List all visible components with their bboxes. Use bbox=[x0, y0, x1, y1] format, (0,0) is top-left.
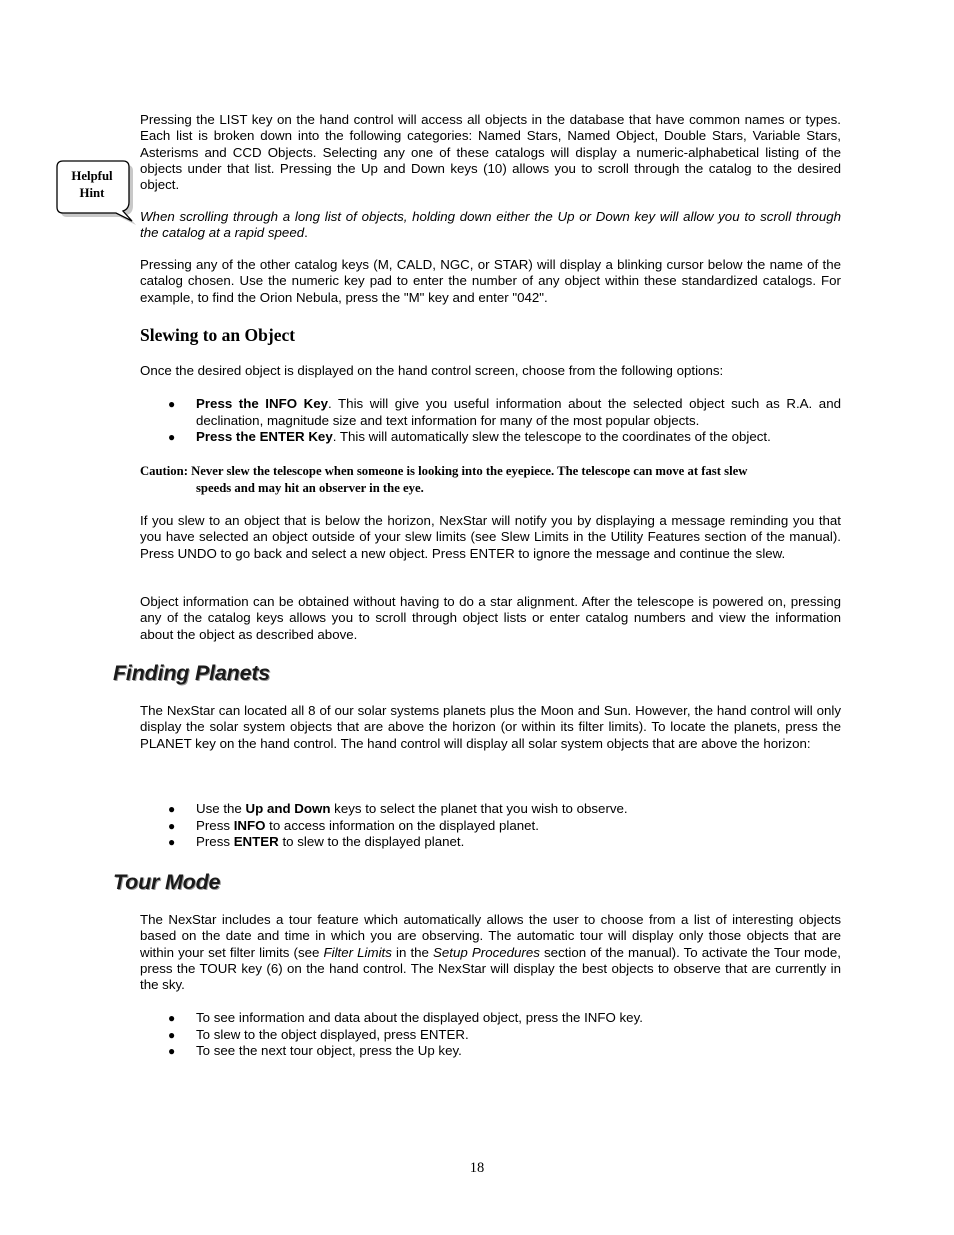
bullet-icon: ● bbox=[168, 802, 176, 816]
tour-steps-list bbox=[140, 1010, 841, 1060]
list-item: ● Press ENTER to slew to the displayed planet. bbox=[168, 834, 465, 850]
list-item: ● Press INFO to access information on the displayed planet. bbox=[168, 817, 539, 833]
bullet-icon: ● bbox=[168, 1044, 176, 1059]
list-item: ● Press the ENTER Key. This will automatically slew the telescope to the coordinates of the object. bbox=[168, 429, 771, 445]
tour-mode-heading: Tour Mode bbox=[113, 870, 221, 894]
list-item: ● To slew to the object displayed, press ENTER. bbox=[168, 1026, 469, 1042]
list-item: ● To see the next tour object, press the Up key. bbox=[168, 1043, 462, 1059]
helpful-hint-callout bbox=[56, 160, 132, 212]
list-item: ● Use the Up and Down keys to select the planet that you wish to observe. bbox=[168, 801, 628, 816]
slewing-options-list bbox=[140, 396, 841, 446]
horizon-paragraph: If you slew to an object that is below the horizon, NexStar will notify you by displaying a message reminding you that you have selected an object outside of your slew limits (see Slew Limits in the Utility Features section of the manual). Press UNDO to go back and select a new object. Press ENTER to ignore the message and continue the slew. bbox=[140, 513, 841, 561]
list-item: ● Press the INFO Key. This will give you useful information about the selected object such as R.A. and declination, magnitude size and text information for many of the most popular objects. bbox=[168, 396, 841, 428]
bullet-icon: ● bbox=[168, 1027, 176, 1042]
caution-note: Caution: Never slew the telescope when someone is looking into the eyepiece. The telescope can move at fast slew speeds and may hit an observer in the eye. bbox=[140, 464, 748, 495]
catalog-keys-paragraph: Pressing any of the other catalog keys (M, CALD, NGC, or STAR) will display a blinking cursor below the name of the catalog chosen. Use the numeric key pad to enter the number of any object within these standardized catalogs. For example, to find the Orion Nebula, press the "M" key and enter "042". bbox=[140, 257, 841, 305]
planets-paragraph: The NexStar can located all 8 of our solar systems planets plus the Moon and Sun. However, the hand control will only display the solar system objects that are above the horizon (or within its filter limits). To locate the planets, press the PLANET key on the hand control. The hand control will display all solar system objects that are above the horizon: bbox=[140, 703, 841, 751]
bullet-icon: ● bbox=[168, 430, 176, 445]
tour-paragraph: The NexStar includes a tour feature which automatically allows the user to choose from a list of interesting objects based on the date and time in which you are observing. The automatic tour will display only those objects that are within your set filter limits (see Filter Limits in the Setup Procedures section of the manual). To activate the Tour mode, press the TOUR key (6) on the hand control. The NexStar will display the best objects to observe that are currently in the sky. bbox=[140, 912, 841, 993]
scrolling-tip-paragraph: When scrolling through a long list of objects, holding down either the Up or Down key will allow you to scroll through the catalog at a rapid speed. bbox=[140, 209, 841, 241]
helpful-hint-label: Helpful Hint bbox=[71, 169, 113, 200]
object-info-paragraph: Object information can be obtained without having to do a star alignment. After the telescope is powered on, pressing any of the catalog keys allows you to scroll through object lists or enter catalog numbers and view the information about the object as described above. bbox=[140, 594, 841, 642]
bullet-icon: ● bbox=[168, 1011, 176, 1025]
bullet-icon: ● bbox=[168, 835, 176, 850]
bullet-icon: ● bbox=[168, 818, 176, 833]
finding-planets-heading: Finding Planets bbox=[113, 661, 271, 685]
list-item: ● To see information and data about the displayed object, press the INFO key. bbox=[168, 1010, 643, 1025]
planets-steps-list bbox=[140, 801, 841, 851]
bullet-icon: ● bbox=[168, 397, 176, 411]
slewing-intro: Once the desired object is displayed on the hand control screen, choose from the following options: bbox=[140, 363, 724, 378]
page-number: 18 bbox=[469, 1160, 485, 1176]
list-key-paragraph: Pressing the LIST key on the hand control will access all objects in the database that have common names or types. Each list is broken down into the following categories: Named Stars, Named Object, Double Stars, Variable Stars, Asterisms and CCD Objects. Selecting any one of these catalogs will display a numeric-alphabetical listing of the objects under that list. Pressing the Up and Down keys (10) allows you to scroll through the catalog to the desired object. bbox=[140, 112, 841, 193]
slewing-heading: Slewing to an Object bbox=[140, 325, 296, 345]
